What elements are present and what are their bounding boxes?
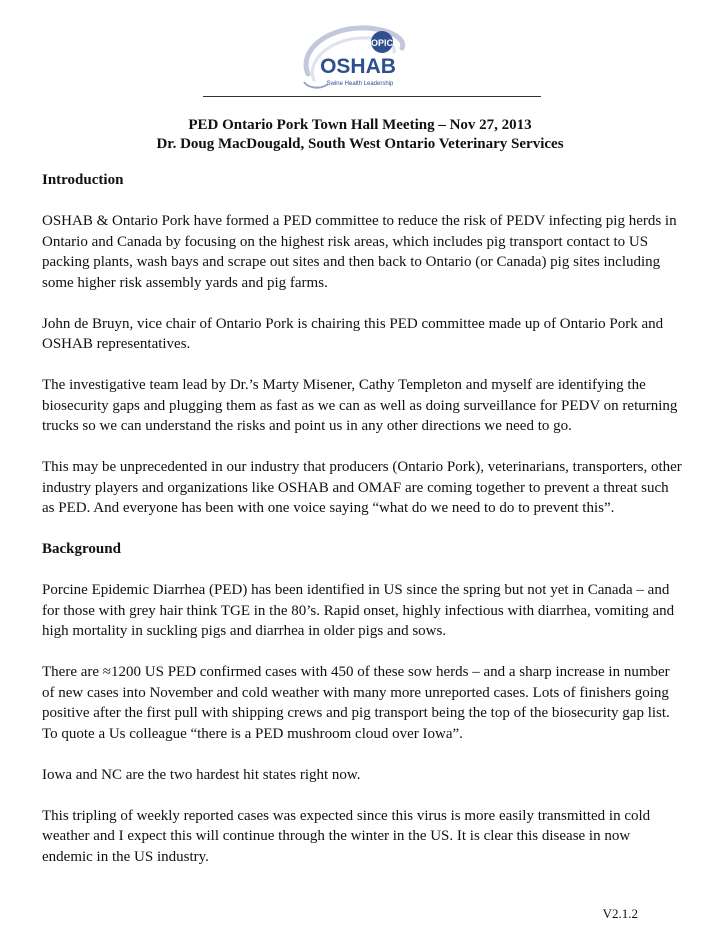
logo-tagline: Swine Health Leadership [326, 81, 394, 87]
section-heading-background: Background [42, 541, 121, 557]
paragraph: This tripling of weekly reported cases was expected since this virus is more easily transmitted in cold weather and I expect this will continue through the winter in the US. It is clear this disease in now endemic in the US industry. [42, 807, 651, 865]
paragraph: This may be unprecedented in our industry that producers (Ontario Pork), veterinarians, transporters, other industry players and organizations like OSHAB and OMAF are coming together to prevent a threat such as PED. And everyone has been with one voice saying “what do we need to do to prevent this”. [42, 459, 682, 516]
paragraph: Iowa and NC are the two hardest hit states right now. [42, 766, 361, 783]
logo-main-text: OSHAB [320, 55, 396, 78]
document-body [42, 170, 682, 888]
logo-top-text: OPIC [370, 38, 394, 48]
paragraph: The investigative team lead by Dr.’s Marty Misener, Cathy Templeton and myself are identifying the biosecurity gaps and plugging them as fast as we can as well as doing surveillance for PEDV on returning trucks so we can understand the risks and point us in any other directions we need to go. [42, 377, 678, 434]
paragraph: There are ≈1200 US PED confirmed cases with 450 of these sow herds – and a sharp increase in number of new cases into November and cold weather with many more unreported cases. Lots of finishers going positive after the first pull with shipping crews and pig transport being the top of the biosecurity gap list. To quote a Us colleague “there is a PED mushroom cloud over Iowa”. [42, 664, 670, 742]
document-subtitle: Dr. Doug MacDougald, South West Ontario Veterinary Services [156, 136, 564, 152]
section-heading-introduction: Introduction [42, 172, 124, 188]
paragraph: Porcine Epidemic Diarrhea (PED) has been identified in US since the spring but not yet in Canada – and for those with grey hair think TGE in the 80’s. Rapid onset, highly infectious with diarrhea, vomiting and high mortality in suckling pigs and diarrhea in older pigs and sows. [42, 582, 675, 639]
header-divider [203, 96, 541, 97]
paragraph: OSHAB & Ontario Pork have formed a PED committee to reduce the risk of PEDV infecting pig herds in Ontario and Canada by focusing on the highest risk areas, which includes pig transport contact to US packing plants, wash bays and scrape out sites and then back to Ontario (or Canada) pig sites including some higher risk assembly yards and pig farms. [42, 213, 677, 291]
document-title: PED Ontario Pork Town Hall Meeting – Nov 27, 2013 [188, 117, 532, 133]
paragraph: John de Bruyn, vice chair of Ontario Pork is chairing this PED committee made up of Ontario Pork and OSHAB representatives. [42, 315, 664, 352]
version-label: V2.1.2 [602, 906, 638, 921]
oshab-logo [298, 22, 422, 94]
oshab-logo-graphic [298, 22, 422, 94]
